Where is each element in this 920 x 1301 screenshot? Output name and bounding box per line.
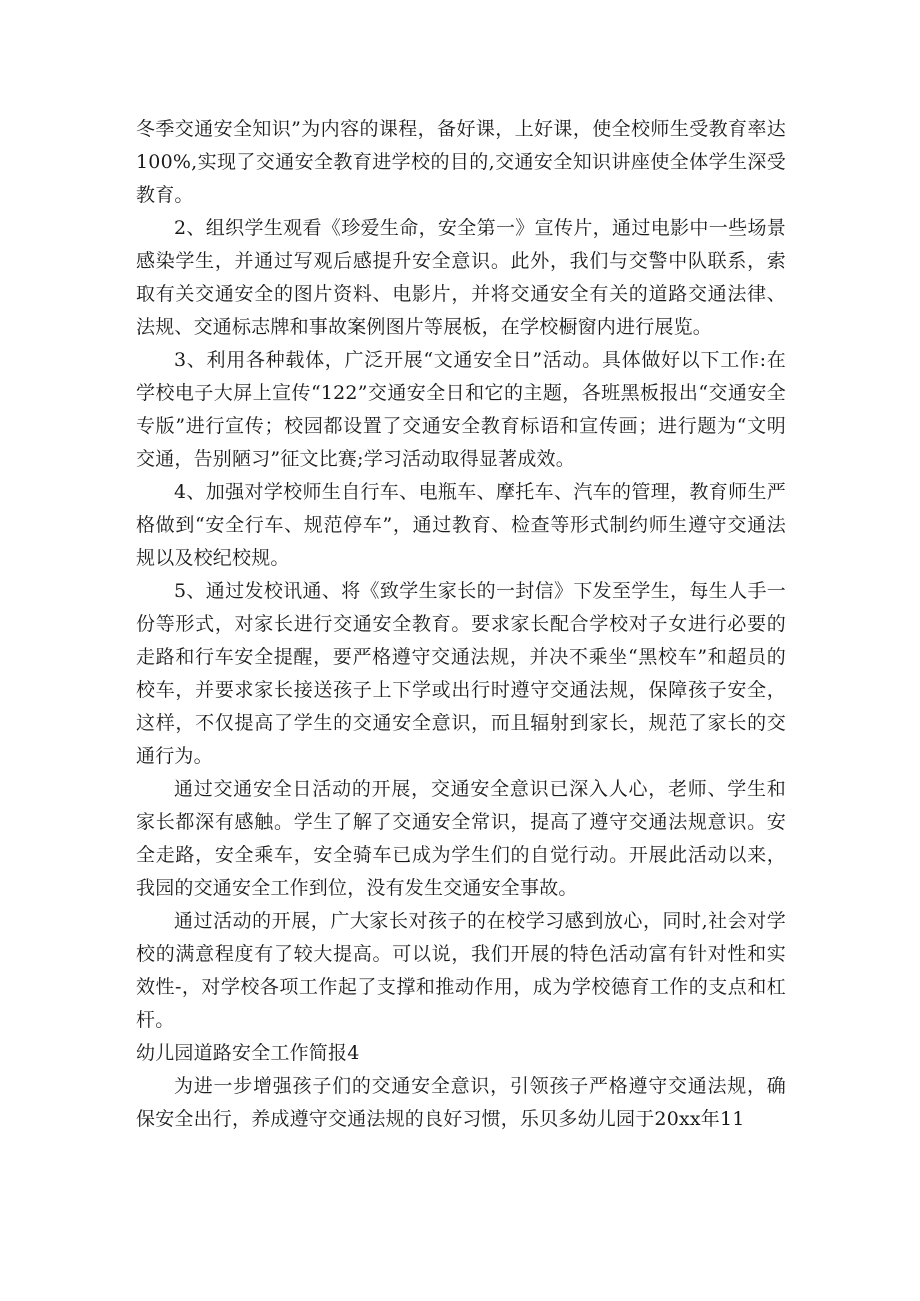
document-body (136, 113, 786, 1136)
paragraph-item-2: 2、组织学生观看《珍爱生命，安全第一》宣传片，通过电影中一些场景感染学生，并通过写观后感提升安全意识。此外，我们与交警中队联系，索取有关交通安全的图片资料、电影片，并将交通安全有关的道路交通法律、法规、交通标志牌和事故案例图片等展板，在学校橱窗内进行展览。 (136, 217, 786, 338)
paragraph-summary-1: 通过交通安全日活动的开展，交通安全意识已深入人心，老师、学生和家长都深有感触。学生了解了交通安全常识，提高了遵守交通法规意识。安全走路，安全乘车，安全骑车已成为学生们的自觉行动。开展此活动以来，我园的交通安全工作到位，没有发生交通安全事故。 (136, 778, 786, 899)
section-heading: 幼儿园道路安全工作简报4 (136, 1042, 360, 1064)
paragraph-intro: 为进一步增强孩子们的交通安全意识，引领孩子严格遵守交通法规，确保安全出行，养成遵守交通法规的良好习惯，乐贝多幼儿园于20xx年11 (136, 1075, 786, 1130)
paragraph-continuation: 冬季交通安全知识”为内容的课程，备好课，上好课，使全校师生受教育率达100%,实现了交通安全教育进学校的目的,交通安全知识讲座使全体学生深受教育。 (136, 118, 786, 206)
paragraph-item-3: 3、利用各种载体，广泛开展“文通安全日”活动。具体做好以下工作:在学校电子大屏上宣传“122”交通安全日和它的主题，各班黑板报出“交通安全专版”进行宣传；校园都设置了交通安全教育标语和宣传画；进行题为“文明交通，告别陋习”征文比赛;学习活动取得显著成效。 (136, 349, 786, 470)
paragraph-summary-2: 通过活动的开展，广大家长对孩子的在校学习感到放心，同时,社会对学校的满意程度有了较大提高。可以说，我们开展的特色活动富有针对性和实效性-，对学校各项工作起了支撑和推动作用，成为学校德育工作的支点和杠杆。 (136, 910, 786, 1031)
paragraph-item-4: 4、加强对学校师生自行车、电瓶车、摩托车、汽车的管理，教育师生严格做到“安全行车、规范停车”，通过教育、检查等形式制约师生遵守交通法规以及校纪校规。 (136, 481, 786, 569)
paragraph-item-5: 5、通过发校讯通、将《致学生家长的一封信》下发至学生，每生人手一份等形式，对家长进行交通安全教育。要求家长配合学校对子女进行必要的走路和行车安全提醒，要严格遵守交通法规，并决不乘坐“黑校车”和超员的校车，并要求家长接送孩子上下学或出行时遵守交通法规，保障孩子安全，这样，不仅提高了学生的交通安全意识，而且辐射到家长，规范了家长的交通行为。 (136, 580, 786, 767)
